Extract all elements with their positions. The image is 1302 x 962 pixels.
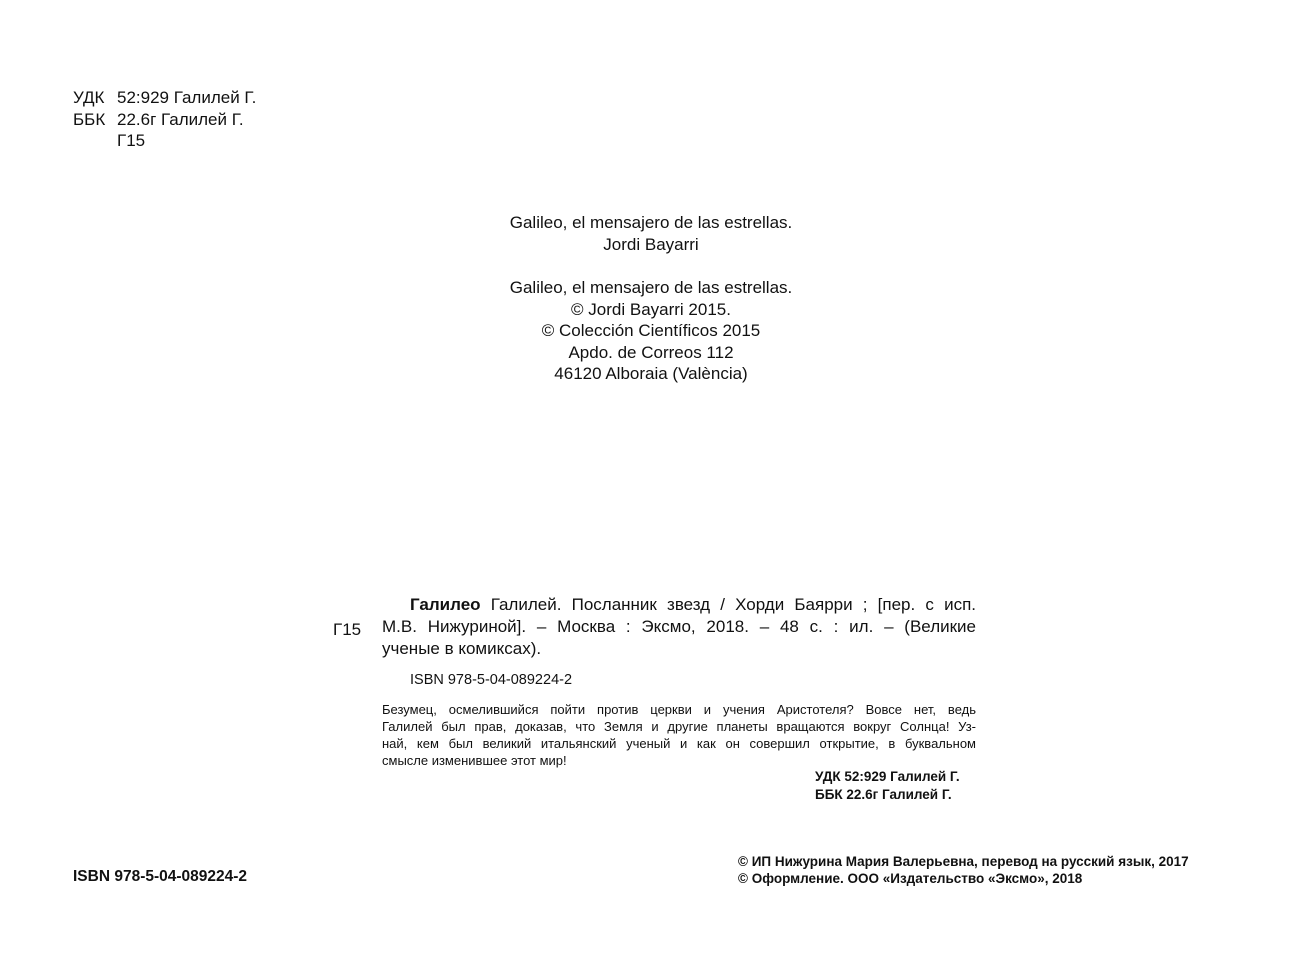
record-title-bold: Галилео — [410, 595, 481, 614]
bbk-label: ББК — [73, 110, 106, 129]
udk-line — [73, 87, 256, 108]
record-line-2: М.В. Нижуриной]. – Москва : Эксмо, 2018. – 48 с. : ил. – (Великие — [382, 617, 976, 636]
bbk-value: 22.6г Галилей Г. — [117, 110, 244, 129]
footer-copyright-translation: © ИП Нижурина Мария Валерьевна, перевод на русский язык, 2017 — [738, 854, 1189, 869]
bibliographic-record — [382, 594, 976, 660]
original-title-block — [400, 212, 902, 255]
record-line-3: ученые в комиксах). — [382, 639, 542, 658]
annotation-line-4: смысле изменившее этот мир! — [382, 753, 567, 768]
annotation-line-3: най, кем был великий итальянский ученый и как он совершил открытие, в буквальном — [382, 736, 976, 751]
copyright-author: © Jordi Bayarri 2015. — [571, 299, 731, 319]
udk-label: УДК — [73, 88, 105, 107]
footer-copyright-design: © Оформление. ООО «Издательство «Эксмо», 2018 — [738, 871, 1083, 886]
copyright-address: Apdo. de Correos 112 — [568, 342, 734, 362]
record-line-1-rest: Галилей. Посланник звезд / Хорди Баярри ; [пер. с исп. — [480, 595, 976, 614]
copyright-title: Galileo, el mensajero de las estrellas. — [509, 278, 793, 297]
record-udk: УДК 52:929 Галилей Г. — [815, 769, 960, 784]
annotation-line-1: Безумец, осмелившийся пойти против церкви и учения Аристотеля? Вовсе нет, ведь — [382, 702, 976, 717]
footer-isbn: ISBN 978-5-04-089224-2 — [73, 868, 248, 885]
record-isbn: ISBN 978-5-04-089224-2 — [410, 672, 573, 688]
udk-value: 52:929 Галилей Г. — [117, 88, 257, 107]
original-copyright-block — [400, 277, 902, 385]
record-author-mark: Г15 — [333, 620, 362, 639]
author-mark: Г15 — [117, 131, 146, 150]
copyright-collection: © Colección Científicos 2015 — [541, 321, 761, 340]
original-title: Galileo, el mensajero de las estrellas. — [509, 213, 793, 232]
bbk-line — [73, 109, 244, 130]
record-bbk: ББК 22.6г Галилей Г. — [815, 787, 952, 802]
annotation — [382, 701, 976, 769]
copyright-city: 46120 Alboraia (València) — [554, 364, 748, 383]
original-author: Jordi Bayarri — [603, 234, 699, 254]
annotation-line-2: Галилей был прав, доказав, что Земля и другие планеты вращаются вокруг Солнца! Уз- — [382, 719, 976, 734]
record-line-1 — [382, 594, 976, 616]
